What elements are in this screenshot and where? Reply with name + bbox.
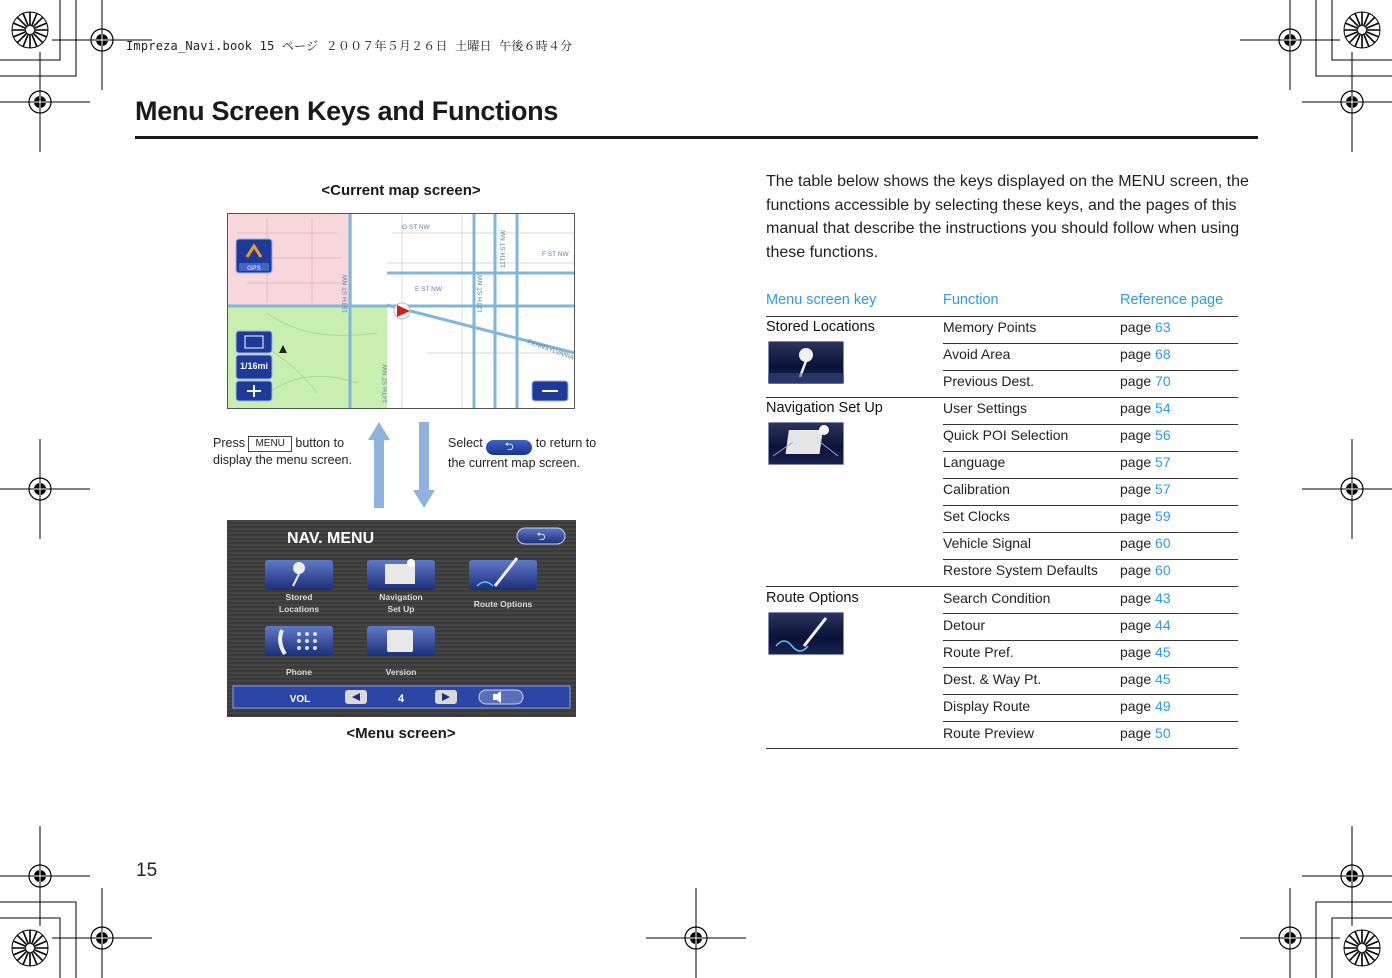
svg-text:1/16mi: 1/16mi (239, 361, 269, 371)
svg-text:⮌: ⮌ (536, 530, 546, 543)
page-ref-cell: page 59 (1120, 508, 1171, 524)
table-bottom-rule (766, 748, 1238, 749)
print-header: Impreza_Navi.book 15 ページ ２００７年５月２６日 土曜日 午後６時４分 (126, 39, 573, 53)
function-cell: Calibration (943, 481, 1010, 497)
function-cell: Language (943, 454, 1006, 470)
svg-text:GPS: GPS (247, 265, 261, 272)
svg-text:Phone: Phone (286, 667, 312, 677)
nav-menu-screen (227, 520, 576, 717)
page-ref-cell: page 44 (1120, 617, 1171, 633)
table-rule (766, 316, 1238, 317)
page-number: 15 (136, 860, 158, 881)
volume-value: 4 (397, 693, 405, 705)
function-cell: Quick POI Selection (943, 427, 1069, 443)
street-label: 15TH ST NW (342, 274, 349, 313)
function-cell: Route Preview (943, 725, 1035, 741)
function-cell: Search Condition (943, 590, 1051, 606)
screen-icon (768, 422, 844, 465)
group-rule (766, 586, 1238, 587)
zoom-out-button (532, 381, 568, 401)
menu-key-glyph: MENU (248, 436, 291, 452)
map-view-button (236, 331, 272, 353)
caption-current-map: <Current map screen> (321, 182, 481, 199)
function-cell: Set Clocks (943, 508, 1010, 524)
row-rule (943, 532, 1238, 533)
group-rule (766, 397, 1238, 398)
zoom-in-button (236, 381, 272, 401)
arrow-down-icon (413, 422, 435, 508)
page-ref-cell: page 43 (1120, 590, 1171, 606)
svg-text:Route Options: Route Options (473, 599, 533, 609)
function-cell: Restore System Defaults (943, 562, 1098, 578)
function-cell: Previous Dest. (943, 373, 1035, 389)
page-title: Menu Screen Keys and Functions (135, 96, 559, 126)
street-label: PENNSYLVANIA (526, 338, 575, 362)
pen-route-icon (768, 612, 844, 655)
row-rule (943, 505, 1238, 506)
page-ref-cell: page 50 (1120, 725, 1171, 741)
row-rule (943, 613, 1238, 614)
page-ref-cell: page 68 (1120, 346, 1171, 362)
page-ref-cell: page 49 (1120, 698, 1171, 714)
function-cell: Vehicle Signal (943, 535, 1031, 551)
page-ref-cell: page 60 (1120, 535, 1171, 551)
function-cell: Detour (943, 617, 986, 633)
page-ref-cell: page 57 (1120, 481, 1171, 497)
row-rule (943, 559, 1238, 560)
nav-back-button (517, 528, 565, 544)
page-ref-cell: page 70 (1120, 373, 1171, 389)
pin-icon (768, 341, 844, 384)
row-rule (943, 667, 1238, 668)
row-rule (943, 694, 1238, 695)
street-label: 14TH ST NW (382, 364, 389, 403)
scale-button (236, 355, 272, 379)
street-label: E ST NW (415, 286, 442, 293)
page-ref-cell: page 45 (1120, 671, 1171, 687)
svg-text:Stored: Stored (285, 592, 313, 602)
key-navigation-set-up: Navigation Set Up (766, 400, 883, 416)
header-reference-page: Reference page (1120, 292, 1224, 308)
page-ref-cell: page 54 (1120, 400, 1171, 416)
vehicle-position-icon (394, 303, 410, 319)
row-rule (943, 343, 1238, 344)
row-rule (943, 478, 1238, 479)
mute-button (479, 690, 523, 704)
gps-button (236, 239, 272, 273)
street-label: 11TH ST NW (500, 229, 507, 268)
svg-text:Version: Version (385, 667, 417, 677)
header-function: Function (943, 292, 999, 308)
function-cell: Avoid Area (943, 346, 1011, 362)
nav-button-route-options (469, 558, 537, 609)
page-ref-cell: page 60 (1120, 562, 1171, 578)
street-label: G ST NW (402, 224, 430, 231)
row-rule (943, 424, 1238, 425)
svg-text:Locations: Locations (278, 604, 320, 614)
page-ref-cell: page 63 (1120, 319, 1171, 335)
function-cell: Display Route (943, 698, 1031, 714)
row-rule (943, 451, 1238, 452)
row-rule (943, 721, 1238, 722)
back-arrow-icon: ⮌ (486, 440, 532, 455)
volume-label: VOL (289, 694, 311, 705)
caption-menu-screen: <Menu screen> (346, 725, 456, 742)
row-rule (943, 370, 1238, 371)
title-rule (135, 136, 1258, 139)
intro-paragraph: The table below shows the keys displayed on the MENU screen, the functions accessible by selecting these keys, and the pages of this manual that describe the instructions you should follow when using these functions. (766, 173, 1249, 261)
svg-text:Navigation: Navigation (379, 592, 423, 602)
page-ref-cell: page 45 (1120, 644, 1171, 660)
function-cell: Memory Points (943, 319, 1037, 335)
key-route-options: Route Options (766, 590, 859, 606)
street-label: 12TH ST NW (477, 274, 484, 313)
row-rule (943, 640, 1238, 641)
press-menu-note: Press MENU button to display the menu screen. (213, 436, 352, 467)
select-back-note: Select ⮌ to return to the current map screen. (448, 436, 597, 470)
arrow-up-icon (368, 422, 390, 508)
map-screen (227, 213, 575, 409)
key-stored-locations: Stored Locations (766, 319, 875, 335)
header-menu-screen-key: Menu screen key (766, 292, 877, 308)
nav-menu-title: NAV. MENU (287, 530, 375, 547)
volume-down-button (345, 690, 367, 704)
function-cell: User Settings (943, 400, 1028, 416)
street-label: F ST NW (542, 251, 569, 258)
volume-up-button (435, 690, 457, 704)
page-ref-cell: page 56 (1120, 427, 1171, 443)
svg-text:Set Up: Set Up (387, 604, 415, 614)
page-ref-cell: page 57 (1120, 454, 1171, 470)
function-cell: Route Pref. (943, 644, 1014, 660)
function-cell: Dest. & Way Pt. (943, 671, 1042, 687)
